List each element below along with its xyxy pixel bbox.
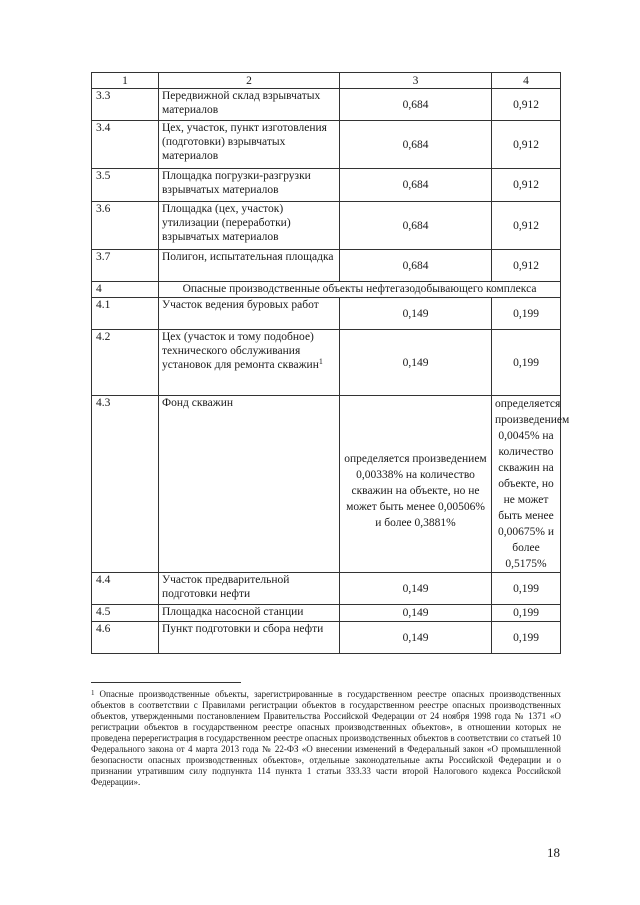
footnote-marker: 1	[91, 689, 95, 697]
row-name: Цех, участок, пункт изготовления (подготовки) взрывчатых материалов	[159, 121, 340, 169]
footnote-reference: 1	[318, 357, 323, 366]
table-row	[92, 121, 561, 169]
footnote-separator	[91, 682, 241, 683]
row-number: 3.3	[92, 89, 159, 121]
row-value-col4: 0,199	[492, 298, 561, 330]
row-number: 4.2	[92, 330, 159, 396]
row-number: 3.7	[92, 250, 159, 282]
row-value-col3: 0,684	[340, 250, 492, 282]
row-value-col4: 0,912	[492, 250, 561, 282]
table-row	[92, 573, 561, 605]
section-number: 4	[92, 282, 159, 298]
row-value-col3: 0,684	[340, 169, 492, 202]
row-value-col3: 0,149	[340, 605, 492, 622]
table-row	[92, 330, 561, 396]
row-value-col4: 0,912	[492, 121, 561, 169]
section-title: Опасные производственные объекты нефтегазодобывающего комплекса	[159, 282, 561, 298]
table-row	[92, 89, 561, 121]
row-value-col4: 0,912	[492, 202, 561, 250]
row-value-col3: определяется произведением 0,00338% на количество скважин на объекте, но не может быть менее 0,00506% и более 0,3881%	[340, 396, 492, 573]
row-name: Цех (участок и тому подобное) технического обслуживания установок для ремонта скважин	[162, 331, 319, 371]
table-row	[92, 250, 561, 282]
row-value-col4: 0,199	[492, 330, 561, 396]
row-value-col3: 0,149	[340, 622, 492, 654]
row-name-cell	[159, 330, 340, 396]
footnote-text: Опасные производственные объекты, зарегистрированные в государственном реестре опасных производственных объектов в соответствии с Правилами регистрации объектов в государственном реестре опасных производственных объектов, утвержденными постановлением Правительства Российской Федерации от 24 ноября 1998 года № 1371 «О регистрации объектов в государственном реестре опасных производственных объектов», в отношении которых не проведена перерегистрация в государственном реестре опасных производственных объектов в соответствии со статьей 10 Федерального закона от 4 марта 2013 года № 22-ФЗ «О внесении изменений в Федеральный закон «О промышленной безопасности опасных производственных объектов», отдельные законодательные акты Российской Федерации и о признании утратившим силу подпункта 114 пункта 1 статьи 333.33 части второй Налогового кодекса Российской Федерации».	[91, 689, 561, 787]
section-row	[92, 282, 561, 298]
table-row	[92, 396, 561, 573]
table-row	[92, 622, 561, 654]
row-value-col4: 0,199	[492, 622, 561, 654]
table-header-row	[92, 73, 561, 89]
row-value-col4: 0,912	[492, 169, 561, 202]
row-number: 4.1	[92, 298, 159, 330]
footnote	[91, 689, 561, 788]
row-name: Площадка погрузки-разгрузки взрывчатых материалов	[159, 169, 340, 202]
row-name: Фонд скважин	[159, 396, 340, 573]
row-name: Полигон, испытательная площадка	[159, 250, 340, 282]
row-value-col3: 0,684	[340, 121, 492, 169]
row-name: Площадка насосной станции	[159, 605, 340, 622]
row-name: Пункт подготовки и сбора нефти	[159, 622, 340, 654]
row-value-col3: 0,684	[340, 89, 492, 121]
row-name: Участок предварительной подготовки нефти	[159, 573, 340, 605]
header-cell: 4	[492, 73, 561, 89]
rates-table	[91, 72, 570, 654]
row-name: Участок ведения буровых работ	[159, 298, 340, 330]
row-value-col4: определяется произведением 0,0045% на количество скважин на объекте, но не может быть менее 0,00675% и более 0,5175%	[492, 396, 561, 573]
table-row	[92, 605, 561, 622]
row-number: 4.6	[92, 622, 159, 654]
row-value-col3: 0,149	[340, 573, 492, 605]
row-value-col3: 0,684	[340, 202, 492, 250]
row-name: Передвижной склад взрывчатых материалов	[159, 89, 340, 121]
page-number: 18	[547, 845, 560, 860]
header-cell: 1	[92, 73, 159, 89]
table-row	[92, 298, 561, 330]
row-name: Площадка (цех, участок) утилизации (переработки) взрывчатых материалов	[159, 202, 340, 250]
row-value-col3: 0,149	[340, 330, 492, 396]
row-value-col3: 0,149	[340, 298, 492, 330]
row-number: 4.4	[92, 573, 159, 605]
row-number: 4.5	[92, 605, 159, 622]
row-value-col4: 0,912	[492, 89, 561, 121]
table-row	[92, 169, 561, 202]
row-number: 4.3	[92, 396, 159, 573]
header-cell: 3	[340, 73, 492, 89]
row-value-col4: 0,199	[492, 605, 561, 622]
row-number: 3.6	[92, 202, 159, 250]
row-number: 3.4	[92, 121, 159, 169]
row-value-col4: 0,199	[492, 573, 561, 605]
header-cell: 2	[159, 73, 340, 89]
row-number: 3.5	[92, 169, 159, 202]
table-row	[92, 202, 561, 250]
